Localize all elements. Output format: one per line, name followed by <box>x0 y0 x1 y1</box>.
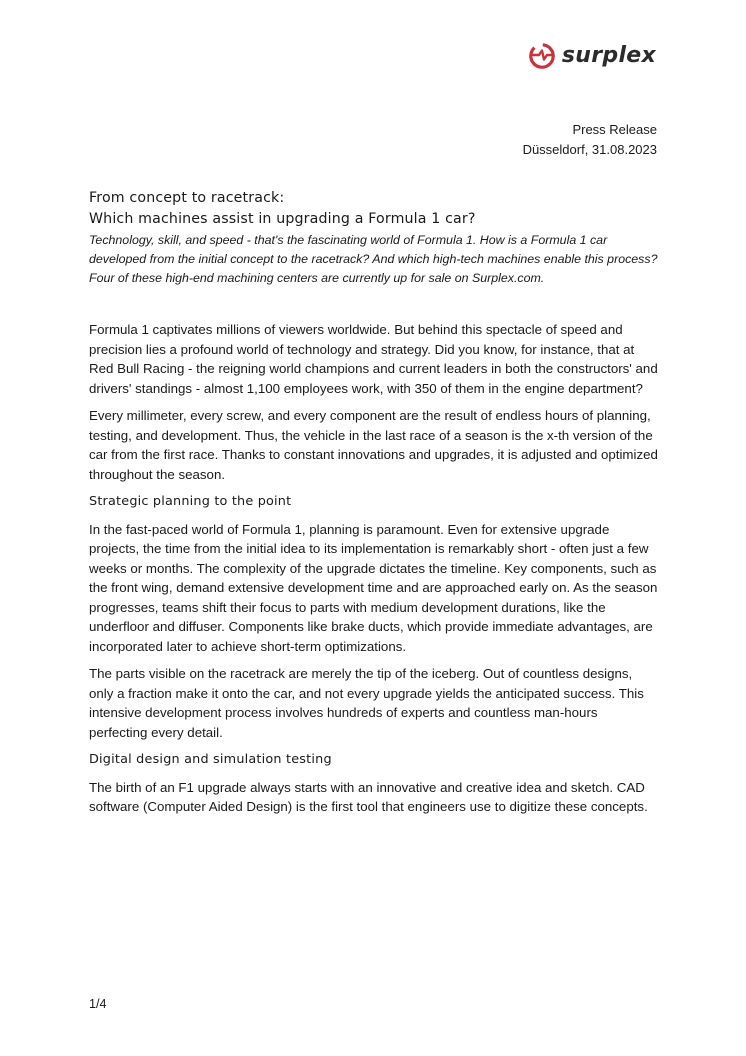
surplex-logo <box>528 42 656 70</box>
article-title <box>89 188 659 230</box>
title-line-2: Which machines assist in upgrading a Formula 1 car? <box>89 211 476 227</box>
release-meta <box>523 120 657 159</box>
paragraph-3: In the fast-paced world of Formula 1, planning is paramount. Even for extensive upgrade projects, the time from the initial idea to its implementation is remarkably short - often just a few weeks or months. The complexity of the upgrade dictates the timeline. Key components, such as the front wing, demand extensive development time and are approached early on. As the season progresses, teams shift their focus to parts with medium development durations, like the underfloor and diffuser. Components like brake ducts, which provide immediate advantages, are incorporated later to achieve short-term optimizations. <box>89 521 658 654</box>
surplex-logo-mark-icon <box>528 42 556 70</box>
surplex-wordmark: surplex <box>561 43 656 68</box>
paragraph-1: Formula 1 captivates millions of viewers worldwide. But behind this spectacle of speed and precision lies a profound world of technology and strategy. Did you know, for instance, that at Red Bull Racing - the reigning world champions and current leaders in both the constructors' and drivers' standings - almost 1,100 employees work, with 350 of them in the engine department? <box>89 322 658 396</box>
article-body <box>89 188 659 817</box>
article-lead: Technology, skill, and speed - that's the fascinating world of Formula 1. How is a Formula 1 car developed from the initial concept to the racetrack? And which high-tech machines enable this process? Four of these high-end machining centers are currently up for sale on Surplex.com. <box>89 233 658 285</box>
doc-type-label: Press Release <box>572 122 657 137</box>
title-line-1: From concept to racetrack: <box>89 190 285 206</box>
subhead-digital-design: Digital design and simulation testing <box>89 752 332 767</box>
page-number: 1/4 <box>89 997 107 1011</box>
paragraph-5: The birth of an F1 upgrade always starts with an innovative and creative idea and sketch. CAD software (Computer Aided Design) is the first tool that engineers use to digitize these concepts. <box>89 779 648 814</box>
paragraph-2: Every millimeter, every screw, and every component are the result of endless hours of planning, testing, and development. Thus, the vehicle in the last race of a season is the x-th version of the car from the first race. Thanks to constant innovations and upgrades, it is adjusted and optimized throughout the season. <box>89 408 658 482</box>
subhead-strategic-planning: Strategic planning to the point <box>89 494 292 509</box>
paragraph-4: The parts visible on the racetrack are merely the tip of the iceberg. Out of countless designs, only a fraction make it onto the car, and not every upgrade yields the anticipated success. This intensive development process involves hundreds of experts and countless man-hours perfecting every detail. <box>89 666 644 740</box>
place-date: Düsseldorf, 31.08.2023 <box>522 141 657 157</box>
